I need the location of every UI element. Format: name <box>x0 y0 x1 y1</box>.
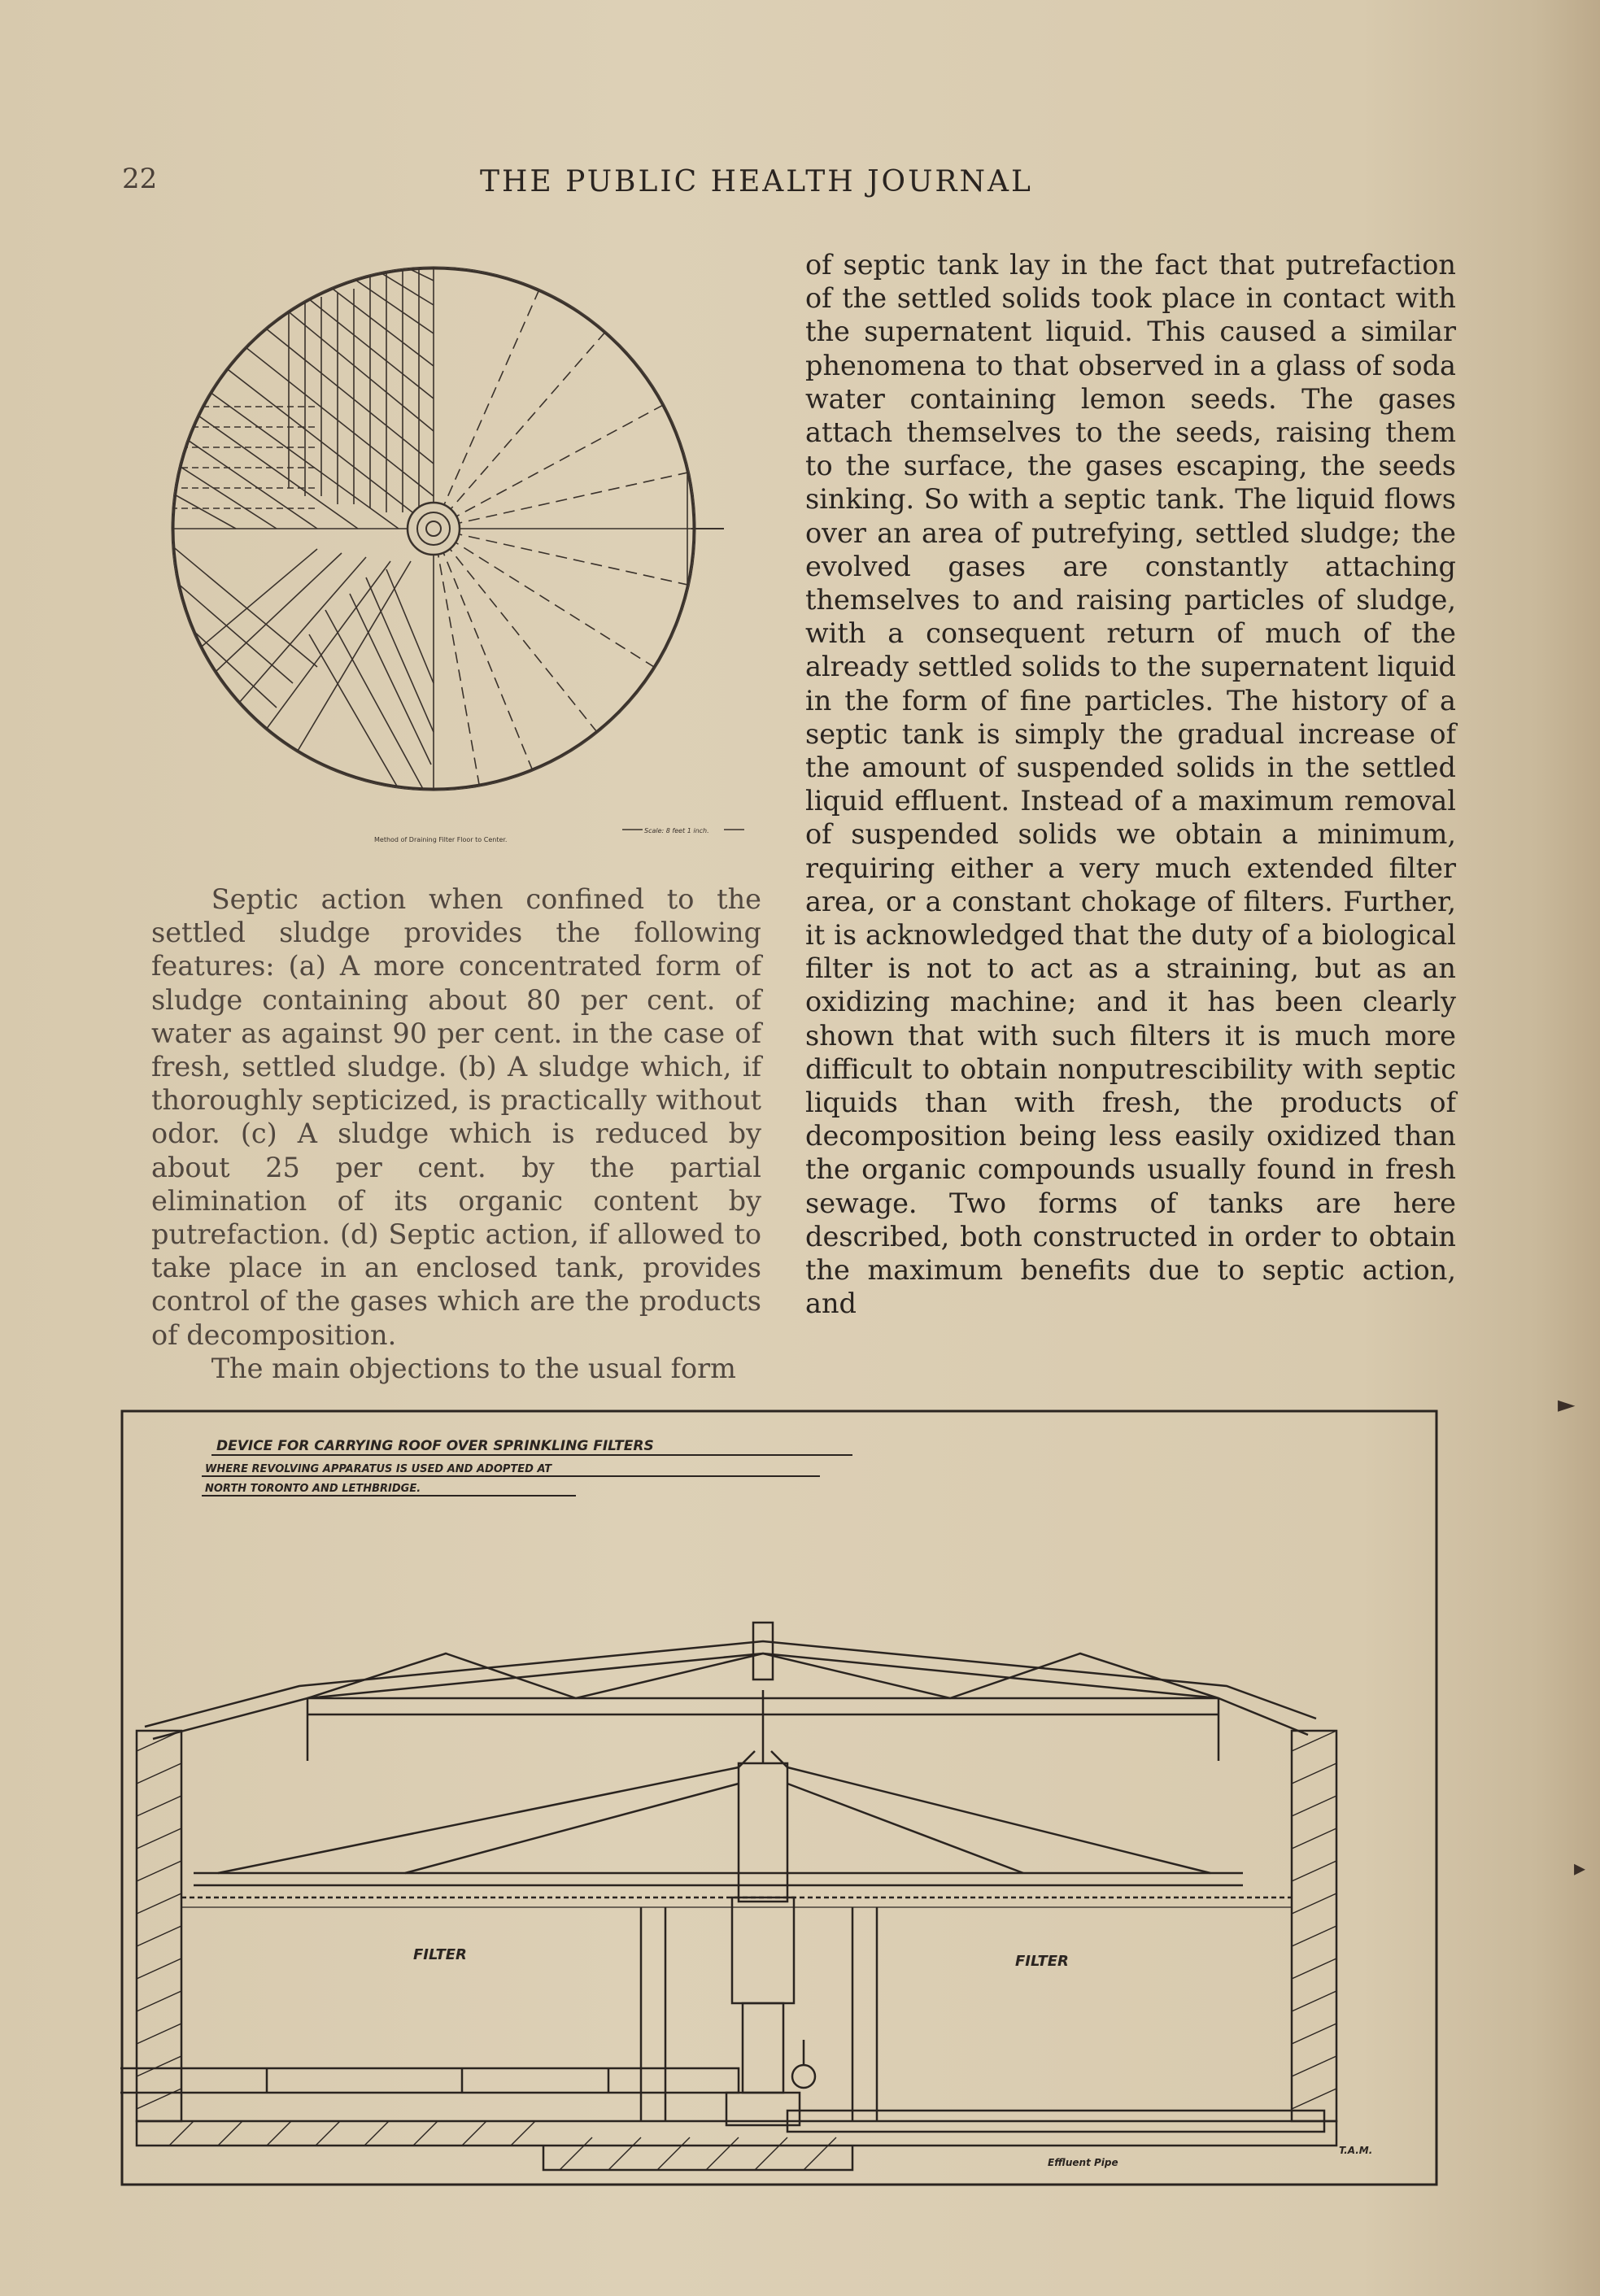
left-paragraph-2: The main objections to the usual form <box>211 1352 736 1384</box>
effluent-pipe-label: Effluent Pipe <box>1048 2157 1118 2168</box>
right-paragraph-1: of septic tank lay in the fact that putrefaction of the settled solids took place in contact with the supernatent liquid. This caused a similar phenomena to that observed in a glass of soda water containing lemon seeds. The gases attach themselves to the seeds, raising them to the surface, the gases escaping, the seeds sinking. So with a septic tank. The liquid flows over an area of putrefying, settled sludge; the evolved gases are constantly attaching themselves to and raising particles of sludge, with a consequent return of much of the already settled solids to the supernatent liquid in the form of fine particles. The history of a septic tank is simply the gradual increase of the amount of suspended solids in the settled liquid effluent. Instead of a maximum removal of suspended solids we obtain a minimum, requiring either a very much extended filter area, or a constant chokage of filters. Further, it is acknowledged that the duty of a biological filter is not to act as a straining, but as an oxidizing machine; and it has been clearly shown that with such filters it is much more difficult to obtain nonputrescibility with septic liquids than with fresh, the products of decomposition being less easily oxidized than the organic compounds usually found in fresh sewage. Two forms of tanks are here described, both constructed in order to obtain the maximum benefits due to septic action, and <box>805 249 1456 1320</box>
figure1-scale-note: Scale: 8 feet 1 inch. <box>644 827 709 834</box>
figure2-title-line-3: NORTH TORONTO AND LETHBRIDGE. <box>205 1483 421 1495</box>
left-column <box>151 882 761 1385</box>
filter-label-left: FILTER <box>413 1946 467 1963</box>
filter-label-right: FILTER <box>1015 1953 1069 1970</box>
page-number: 22 <box>122 163 158 195</box>
sprinkling-filter-section-figure <box>120 1409 1438 2186</box>
edge-mark: ► <box>1558 1391 1576 1418</box>
figure1-caption: Method of Draining Filter Floor to Center. <box>374 836 508 843</box>
left-paragraph-1: Septic action when confined to the settled sludge provides the following features: (a) A more concentrated form of sludge containing about 80 per cent. of water as against 90 per cent. in the case of fresh, settled sludge. (b) A sludge which, if thoroughly septicized, is practically without odor. (c) A sludge which is reduced by about 25 per cent. by the partial elimination of its organic content by putrefaction. (d) Septic action, if allowed to take place in an enclosed tank, provides control of the gases which are the products of decomposition. <box>151 883 761 1351</box>
filter-floor-plan-figure <box>155 228 756 846</box>
running-head: THE PUBLIC HEALTH JOURNAL <box>480 165 1033 198</box>
drafter-initials: T.A.M. <box>1339 2145 1373 2156</box>
edge-mark: ▸ <box>1574 1854 1586 1881</box>
figure2-title-line-1: DEVICE FOR CARRYING ROOF OVER SPRINKLING FILTERS <box>216 1438 654 1454</box>
figure2-title-line-2: WHERE REVOLVING APPARATUS IS USED AND ADOPTED AT <box>205 1463 552 1475</box>
right-column <box>805 248 1456 1321</box>
